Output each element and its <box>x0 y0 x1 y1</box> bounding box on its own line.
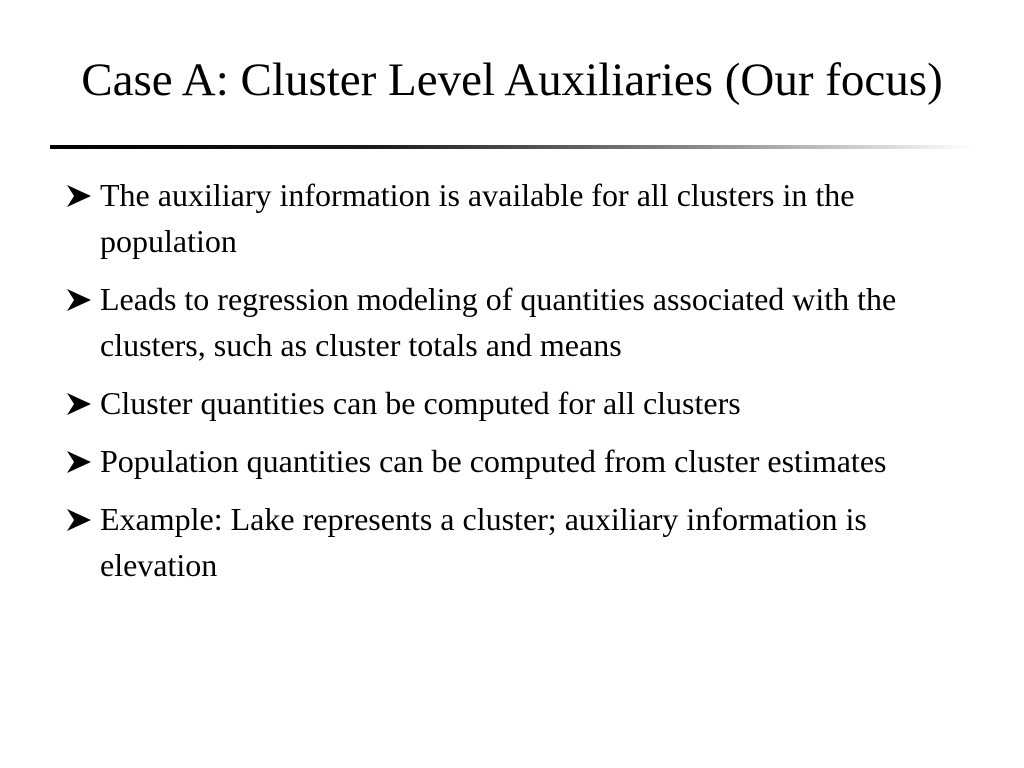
bullet-item <box>65 438 965 484</box>
bullet-item <box>65 380 965 426</box>
bullet-text: Leads to regression modeling of quantities associated with the clusters, such as cluster totals and means <box>100 281 897 363</box>
arrowhead-bullet-icon <box>65 184 93 208</box>
bullet-text: Example: Lake represents a cluster; auxiliary information is elevation <box>100 501 867 583</box>
bullet-item <box>65 172 965 264</box>
bullet-item <box>65 496 965 588</box>
arrowhead-bullet-icon <box>65 288 93 312</box>
bullet-text: Cluster quantities can be computed for all clusters <box>100 385 741 421</box>
slide-title: Case A: Cluster Level Auxiliaries (Our focus) <box>81 54 943 106</box>
arrowhead-bullet-icon <box>65 392 93 416</box>
bullet-text: The auxiliary information is available for all clusters in the population <box>100 177 855 259</box>
bullet-text: Population quantities can be computed from cluster estimates <box>100 443 887 479</box>
bullet-item <box>65 276 965 368</box>
title-divider <box>50 145 975 149</box>
bullet-list <box>65 172 965 600</box>
arrowhead-bullet-icon <box>65 508 93 532</box>
arrowhead-bullet-icon <box>65 450 93 474</box>
